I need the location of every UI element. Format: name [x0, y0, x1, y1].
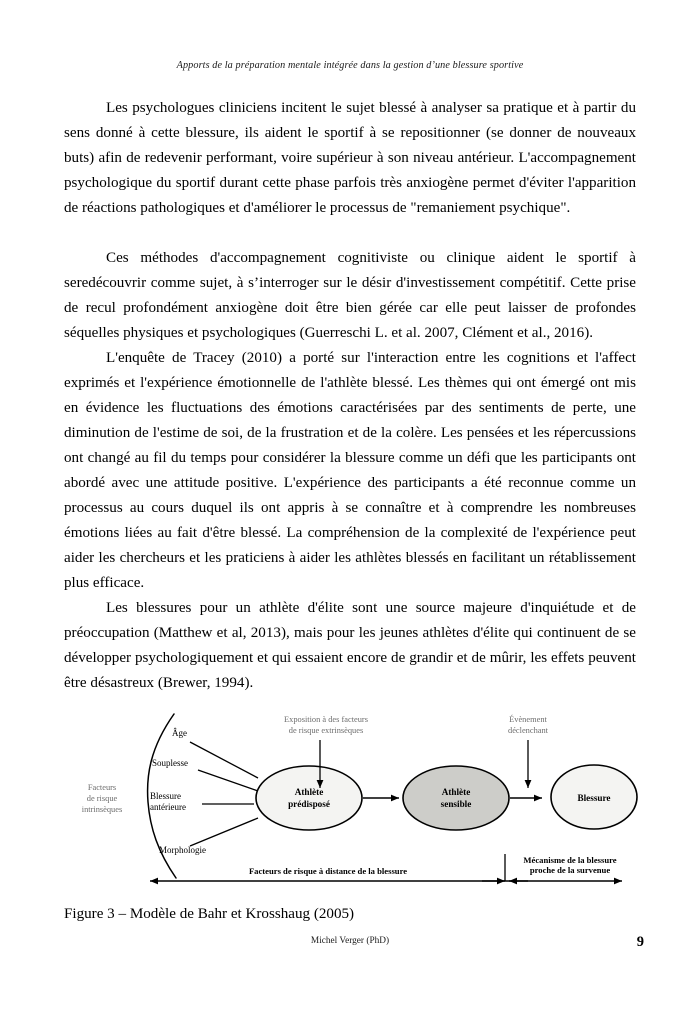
risk-factor-blessure-anterieure-line2: antérieure	[150, 802, 186, 812]
node-athlete-sensible	[403, 766, 509, 830]
risk-factor-blessure-anterieure-line1: Blessure	[150, 791, 181, 801]
annotation-evenement-line2: déclenchant	[508, 726, 548, 735]
leader-line-morphologie	[190, 818, 258, 846]
paragraph-3: L'enquête de Tracey (2010) a porté sur l'interaction entre les cognitions et l'affect exprimés et l'expérience émotionnelle de l'athlète blessé. Les thèmes qui ont émergé ont mis en évidence les fluctuations des émotions caractérisées par des sentiments de perte, une diminution de l'estime de soi, de la frustration et de la colère. Les pensées et les répercussions ont changé au fil du temps pour considérer la blessure comme un défi que les participants ont abordé avec une attitude positive. L'expérience des participants a été reconnue comme un processus au cours duquel ils ont appris à se connaître et à comprendre les nombreuses émotions liées au fait d'être blessé. La compréhension de la complexité de l'expérience peut aider les chercheurs et les praticiens à aider les athlètes blessés en facilitant un rétablissement plus efficace.	[64, 350, 636, 591]
axis-label-mecanisme-line2: proche de la survenue	[529, 865, 611, 875]
node-athlete-predispose-label-line2: prédisposé	[288, 799, 330, 809]
node-blessure-label: Blessure	[577, 793, 611, 803]
risk-factor-morphologie: Morphologie	[159, 845, 206, 855]
node-athlete-predispose-label-line1: Athlète	[294, 787, 324, 797]
figure-bahr-krosshaug-model	[62, 706, 638, 896]
risk-factor-age: Âge	[172, 728, 187, 738]
figure-caption: Figure 3 – Modèle de Bahr et Krosshaug (2005)	[64, 906, 355, 922]
intrinsic-factors-label-line2: de risque	[86, 794, 118, 803]
paragraph-4: Les blessures pour un athlète d'élite sont une source majeure d'inquiétude et de préoccupation (Matthew et al, 2013), mais pour les jeunes athlètes d'élite qui continuent de se développer psychologiquement et qui essaient encore de grandir et de mûrir, les effets peuvent être désastreux (Brewer, 1994).	[64, 600, 636, 691]
annotation-evenement-line1: Évènement	[509, 715, 547, 724]
paragraph-2: Ces méthodes d'accompagnement cognitiviste ou clinique aident le sportif à seredécouvrir comme sujet, à s’interroger sur le désir d'investissement compétitif. Cette prise de recul profondément anxiogène doit être bien gérée car elle peut laisser de profondes séquelles physiques et psychologiques (Guerreschi L. et al. 2007, Clément et al., 2016).	[64, 250, 636, 341]
node-athlete-sensible-label-line1: Athlète	[441, 787, 471, 797]
paragraph-1: Les psychologues cliniciens incitent le sujet blessé à analyser sa pratique et à partir du sens donné à cette blessure, ils aident le sportif à se repositionner (se donner de nouveaux buts) afin de redevenir performant, voire supérieur à son niveau antérieur. L'accompagnement psychologique du sportif durant cette phase parfois très anxiogène permet d'éviter l'apparition de réactions pathologiques et d'améliorer le processus de "remaniement psychique".	[64, 100, 636, 216]
leader-line-age	[190, 742, 258, 778]
footer-page-number: 9	[636, 934, 644, 950]
annotation-exposition-line1: Exposition à des facteurs	[284, 715, 368, 724]
footer-author: Michel Verger (PhD)	[310, 936, 390, 946]
intrinsic-factors-label-line1: Facteurs	[87, 783, 117, 792]
running-header: Apports de la préparation mentale intégrée dans la gestion d’une blessure sportive	[176, 60, 524, 71]
node-athlete-sensible-label-line2: sensible	[440, 799, 472, 809]
node-athlete-predispose	[256, 766, 362, 830]
body-text-column	[64, 96, 636, 696]
annotation-exposition-line2: de risque extrinsèques	[288, 726, 364, 735]
axis-label-mecanisme-line1: Mécanisme de la blessure	[523, 855, 617, 865]
intrinsic-factors-label-line3: intrinsèques	[81, 805, 123, 814]
axis-label-distance: Facteurs de risque à distance de la blessure	[248, 866, 408, 876]
risk-factor-souplesse: Souplesse	[152, 758, 188, 768]
